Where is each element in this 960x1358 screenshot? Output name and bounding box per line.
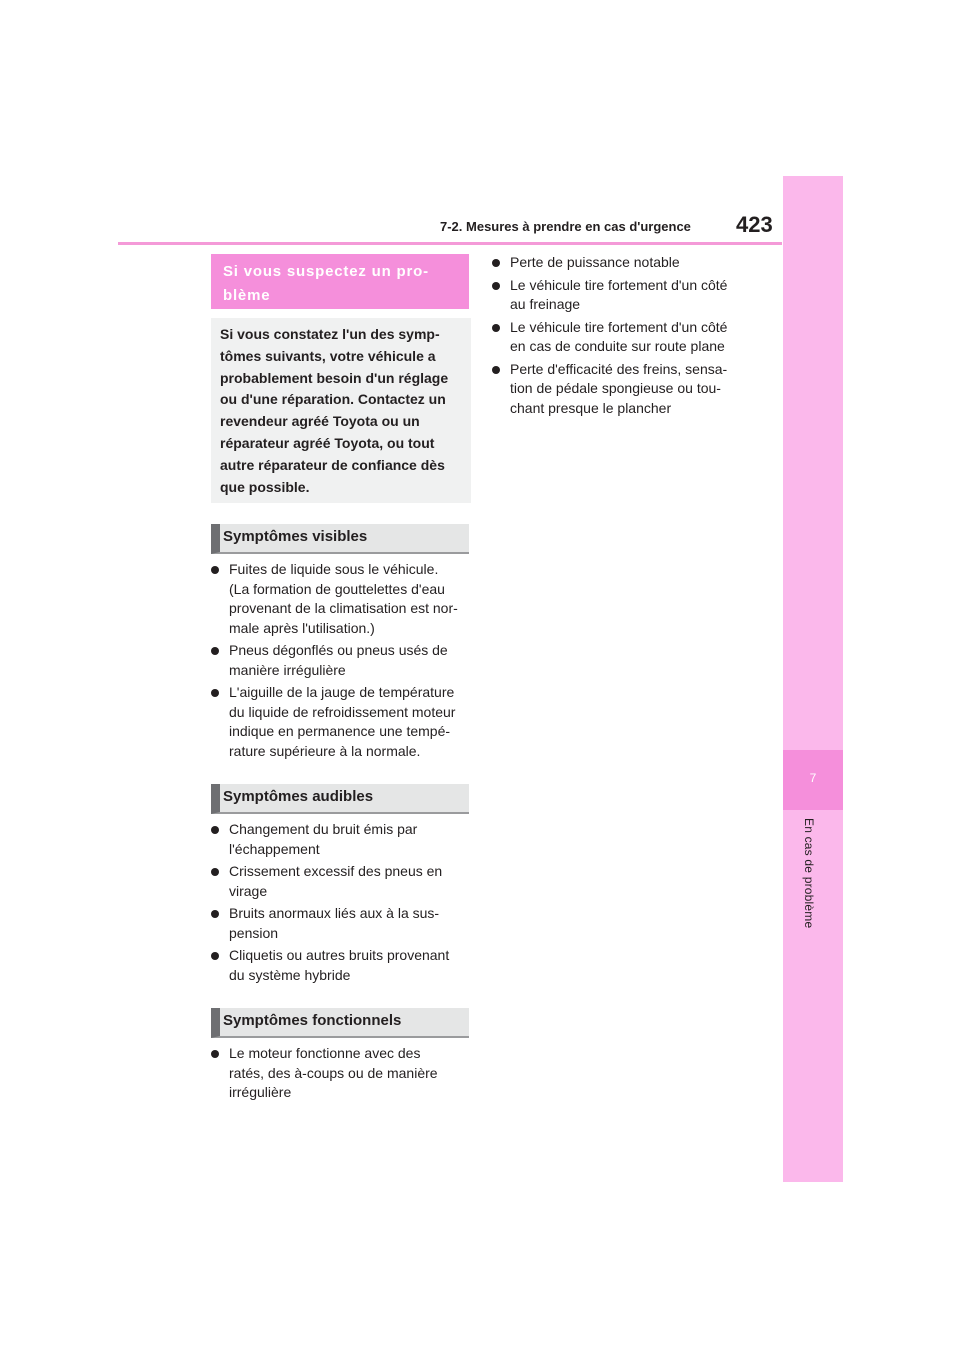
intro-line: tômes suivants, votre véhicule a: [220, 347, 436, 364]
intro-heading: [211, 254, 469, 309]
bullet-icon: [211, 868, 219, 876]
section-heading-audible: Symptômes audibles: [211, 784, 469, 814]
list-item-line: Le véhicule tire fortement d'un côté: [510, 318, 728, 335]
chapter-tab-label: En cas de problème: [802, 818, 816, 929]
list-item: [211, 904, 481, 943]
bullet-icon: [211, 952, 219, 960]
list-item-line: ratés, des à-coups ou de manière: [229, 1064, 438, 1081]
list-item: [492, 360, 762, 419]
bullet-icon: [492, 324, 500, 332]
header-rule: [118, 242, 782, 245]
list-item-line: L'aiguille de la jauge de température: [229, 684, 455, 700]
chapter-title: 7-2. Mesures à prendre en cas d'urgence: [440, 219, 691, 234]
list-item-line: en cas de conduite sur route plane: [510, 338, 725, 354]
list-item: [211, 946, 481, 985]
intro-line: que possible.: [220, 478, 310, 495]
bullet-icon: [492, 282, 500, 290]
audible-list: [211, 820, 481, 988]
page-number: 423: [736, 212, 773, 237]
list-item-line: male après l'utilisation.): [229, 619, 375, 636]
intro-line: ou d'une réparation. Contactez un: [220, 391, 446, 408]
list-item-line: Pneus dégonflés ou pneus usés de: [229, 642, 448, 658]
intro-heading-line: Si vous suspectez un pro-: [223, 263, 429, 280]
intro-line: revendeur agréé Toyota ou un: [220, 413, 420, 430]
list-item: [492, 276, 762, 315]
list-item-line: indique en permanence une tempé-: [229, 723, 451, 739]
intro-line: Si vous constatez l'un des symp-: [220, 326, 440, 342]
bullet-icon: [211, 826, 219, 834]
intro-box: [211, 318, 471, 503]
list-item: [211, 683, 481, 761]
list-item-line: provenant de la climatisation est nor-: [229, 600, 458, 616]
list-item-line: du système hybride: [229, 966, 351, 983]
list-item-line: (La formation de gouttelettes d'eau: [229, 580, 445, 597]
bullet-icon: [492, 366, 500, 374]
list-item-line: Bruits anormaux liés aux à la sus-: [229, 905, 440, 921]
list-item-line: pension: [229, 924, 279, 941]
bullet-icon: [211, 910, 219, 918]
bullet-icon: [492, 259, 500, 267]
chapter-number-tab: 7: [783, 750, 843, 810]
visible-list: [211, 560, 481, 764]
intro-heading-line: blème: [223, 287, 271, 304]
intro-line: réparateur agréé Toyota, ou tout: [220, 434, 435, 451]
list-item: [211, 1044, 481, 1103]
list-item-line: rature supérieure à la normale.: [229, 742, 421, 759]
section-heading-visible: Symptômes visibles: [211, 524, 469, 554]
list-item-line: Perte de puissance notable: [510, 254, 680, 270]
functional-list: [211, 1044, 481, 1106]
bullet-icon: [211, 566, 219, 574]
list-item-line: Cliquetis ou autres bruits provenant: [229, 947, 450, 963]
list-item-line: Fuites de liquide sous le véhicule.: [229, 561, 439, 577]
list-item-line: au freinage: [510, 296, 581, 312]
list-item-line: chant presque le plancher: [510, 399, 672, 416]
section-heading-functional: Symptômes fonctionnels: [211, 1008, 469, 1038]
list-item-line: Le moteur fonctionne avec des: [229, 1045, 421, 1061]
bullet-icon: [211, 1050, 219, 1058]
list-item: [492, 318, 762, 357]
bullet-icon: [211, 689, 219, 697]
list-item: [211, 641, 481, 680]
list-item-line: irrégulière: [229, 1084, 292, 1100]
chapter-side-tab: [783, 176, 843, 1182]
list-item-line: Le véhicule tire fortement d'un côté: [510, 276, 728, 293]
intro-line: probablement besoin d'un réglage: [220, 369, 449, 386]
list-item: [492, 253, 762, 273]
list-item-line: tion de pédale spongieuse ou tou-: [510, 380, 721, 396]
list-item-line: du liquide de refroidissement moteur: [229, 703, 456, 720]
list-item: [211, 560, 481, 638]
list-item-line: virage: [229, 882, 268, 899]
list-item-line: Changement du bruit émis par: [229, 821, 418, 837]
list-item-line: Crissement excessif des pneus en: [229, 863, 443, 879]
bullet-icon: [211, 647, 219, 655]
list-item-line: Perte d'efficacité des freins, sensa-: [510, 360, 728, 377]
functional-list-continued: [492, 253, 762, 421]
list-item: [211, 862, 481, 901]
list-item-line: manière irrégulière: [229, 661, 346, 678]
list-item-line: l'échappement: [229, 840, 320, 857]
intro-line: autre réparateur de confiance dès: [220, 456, 445, 473]
list-item: [211, 820, 481, 859]
